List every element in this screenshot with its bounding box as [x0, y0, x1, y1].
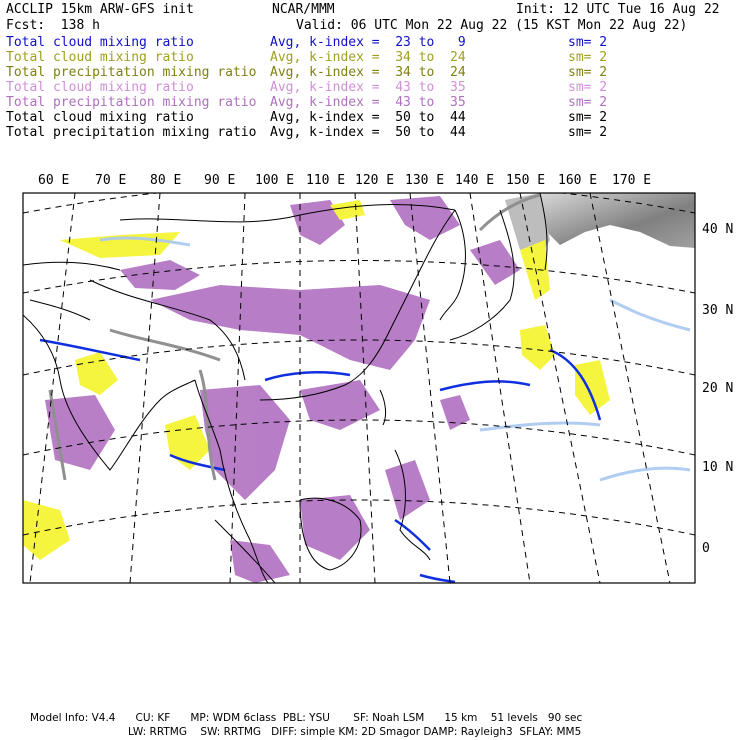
lon-label: 90 E: [204, 173, 236, 188]
lon-label: 120 E: [355, 173, 395, 188]
cloud-purple-india: [45, 395, 115, 470]
lat-label: 0: [702, 541, 710, 556]
lon-label: 80 E: [150, 173, 182, 188]
lon-label: 60 E: [38, 173, 70, 188]
legend-field-2: Total precipitation mixing ratio: [6, 65, 257, 80]
lat-label: 40 N: [702, 222, 734, 237]
cloud-purple-phil: [385, 460, 430, 520]
center-label: NCAR/MMM: [272, 2, 335, 17]
model-title: ACCLIP 15km ARW-GFS init: [6, 2, 194, 17]
legend-sm-6: sm= 2: [568, 125, 608, 140]
cloud-gray-northeast: [540, 193, 695, 248]
lon-label: 140 E: [455, 173, 495, 188]
legend-avg-1: Avg, k-index = 34 to 24: [270, 50, 466, 65]
forecast-hour: Fcst: 138 h: [6, 18, 100, 33]
cloud-purple-japan: [470, 240, 520, 285]
legend-avg-2: Avg, k-index = 34 to 24: [270, 65, 466, 80]
cloud-lightblue-3: [600, 468, 690, 480]
legend-field-6: Total precipitation mixing ratio: [6, 125, 257, 140]
cloud-gray-himalaya: [110, 330, 220, 360]
lon-label: 160 E: [558, 173, 598, 188]
legend-sm-4: sm= 2: [568, 95, 608, 110]
lat-label: 30 N: [702, 303, 734, 318]
cloud-yellow-pacific: [520, 325, 555, 370]
cloud-purple-china: [150, 285, 430, 370]
cloud-purple-ne2: [440, 395, 470, 430]
legend-sm-2: sm= 2: [568, 65, 608, 80]
lon-label: 170 E: [612, 173, 652, 188]
legend-avg-5: Avg, k-index = 50 to 44: [270, 110, 466, 125]
lat-label: 10 N: [702, 460, 734, 475]
cloud-purple-indochina: [200, 385, 290, 500]
cloud-blue-band-3: [440, 381, 530, 390]
legend-avg-6: Avg, k-index = 50 to 44: [270, 125, 466, 140]
legend-sm-0: sm= 2: [568, 35, 608, 50]
cloud-lightblue-2: [610, 300, 690, 330]
init-time: Init: 12 UTC Tue 16 Aug 22: [516, 2, 720, 17]
cloud-purple-sumatra: [230, 540, 290, 583]
cloud-purple-south-china: [300, 380, 380, 430]
cloud-blue-band-2: [265, 372, 350, 380]
valid-time: Valid: 06 UTC Mon 22 Aug 22 (15 KST Mon 22 Aug 22): [296, 18, 688, 33]
legend-field-4: Total precipitation mixing ratio: [6, 95, 257, 110]
cloud-yellow-india: [75, 352, 118, 395]
border-caspian: [23, 262, 120, 270]
lon-label: 70 E: [95, 173, 127, 188]
legend-avg-0: Avg, k-index = 23 to 9: [270, 35, 466, 50]
lon-label: 110 E: [306, 173, 346, 188]
cloud-lightblue-1: [480, 423, 600, 430]
cloud-yellow-east: [575, 360, 610, 415]
footer-physics-info: LW: RRTMG SW: RRTMG DIFF: simple KM: 2D Smagor DAMP: Rayleigh3 SFLAY: MM5: [128, 726, 582, 738]
legend-avg-4: Avg, k-index = 43 to 35: [270, 95, 466, 110]
legend-field-1: Total cloud mixing ratio: [6, 50, 194, 65]
lon-label: 130 E: [405, 173, 445, 188]
cloud-yellow-arabian: [60, 232, 180, 258]
legend-field-0: Total cloud mixing ratio: [6, 35, 194, 50]
border-mid: [30, 300, 90, 320]
legend-sm-3: sm= 2: [568, 80, 608, 95]
legend-avg-3: Avg, k-index = 43 to 35: [270, 80, 466, 95]
lon-label: 150 E: [506, 173, 546, 188]
cloud-blue-band-4: [395, 520, 430, 550]
coastline-taiwan: [380, 390, 386, 425]
lon-label: 100 E: [255, 173, 295, 188]
legend-sm-1: sm= 2: [568, 50, 608, 65]
legend-field-3: Total cloud mixing ratio: [6, 80, 194, 95]
cloud-purple-borneo: [300, 495, 370, 560]
legend-sm-5: sm= 2: [568, 110, 608, 125]
footer-model-info: Model Info: V4.4 CU: KF MP: WDM 6class PBL: YSU SF: Noah LSM 15 km 51 levels 90 sec: [30, 712, 583, 724]
lat-label: 20 N: [702, 381, 734, 396]
legend-field-5: Total cloud mixing ratio: [6, 110, 194, 125]
